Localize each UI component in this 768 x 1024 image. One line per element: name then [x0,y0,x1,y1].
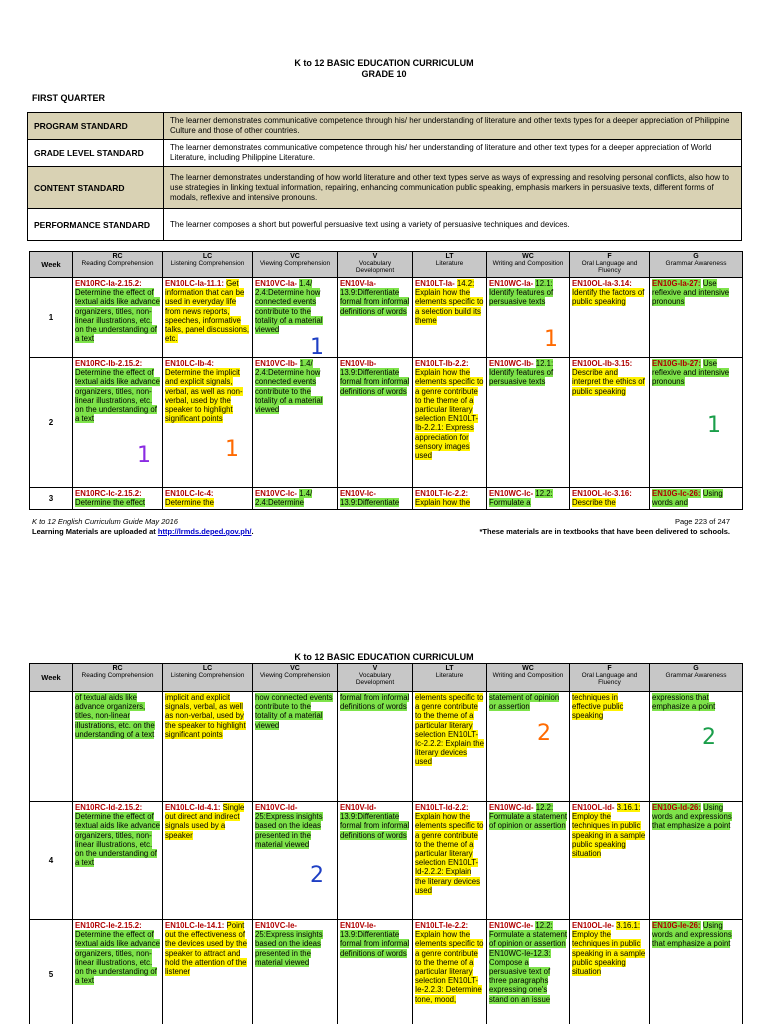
competency-code: EN10LC-Ia-11.1: [165,279,224,288]
competency-text: Determine the effect [75,498,146,508]
column-code: RC [112,665,123,672]
competency-cell [413,920,487,1024]
column-name: Literature [435,672,464,679]
curriculum-title-repeat: K to 12 BASIC EDUCATION CURRICULUM [294,652,474,662]
competency-cell [253,802,338,920]
competency-text: Determine the implicit and explicit signals, verbal, as well as non-verbal, used by the speaker to highlight significant points [165,368,243,424]
column-code: VC [290,665,300,672]
competency-cell [570,920,650,1024]
column-header-vc [253,252,338,278]
competency-cell [413,802,487,920]
week-number [30,692,73,802]
competency-cell [487,920,570,1024]
competency-text: Explain how the elements specific to a genre contribute to the theme of a particular literary selection EN10LT-Ib-2.2.1: Express appreciation for sensory images used [415,368,484,461]
column-header-rc [73,252,163,278]
column-name: Oral Language and Fluency [581,260,638,274]
column-name: Viewing Comprehension [259,672,331,679]
competency-code: EN10G-Ie-26: [652,921,701,930]
competency-cell [650,920,743,1024]
competency-cell [73,802,163,920]
page-number: Page 223 of 247 [674,517,730,526]
competency-text: 25:Express insights based on the ideas presented in the material viewed [255,930,323,967]
column-code: LC [202,665,213,672]
competency-text: 1.4/ 2.4:Determine how connected events contribute to the totality of a material viewed [255,279,323,335]
competency-cell [73,920,163,1024]
competency-text: how connected events contribute to the totality of a material viewed [255,693,333,730]
column-name: Grammar Awareness [665,672,727,679]
column-header-lt [413,252,487,278]
handwritten-mark: 2 [310,863,324,888]
column-code: VC [290,253,300,260]
competency-cell [163,488,253,510]
competency-cell [253,920,338,1024]
competency-cell [163,358,253,488]
footer-right [479,517,730,537]
competency-code: EN10V-Ia- [340,279,376,288]
curriculum-table-page-2 [29,663,743,1024]
competency-text: 1.4/ 2.4:Determine how connected events contribute to the totality of a material viewed [255,359,323,415]
handwritten-mark: 1 [225,437,239,462]
competency-cell [253,692,338,802]
competency-text: Explain how the elements specific to a genre contribute to the theme of a particular literary selection EN10LT-Id-2.2.2: Explain the literary devices used [415,812,484,895]
competency-text: Use reflexive and intensive pronouns [652,279,730,307]
competency-text: Determine the effect of textual aids like advance organizers, titles, non-linear illustrations, etc. on the understanding of a text [75,812,160,868]
competency-text: 12.1: Identify features of persuasive texts [489,359,554,387]
competency-text: 12.2: Formulate a [489,489,553,508]
standard-row [28,140,742,167]
competency-text: of textual aids like advance organizers, titles, non-linear illustrations, etc. on the understanding of a text [75,693,155,739]
competency-code: EN10WC-Ib- [489,359,534,368]
competency-text: statement of opinion or assertion [489,693,560,712]
column-header-g [650,664,743,692]
competency-cell [163,278,253,358]
doc-title [0,58,768,80]
column-code: G [693,665,699,672]
competency-cell [413,358,487,488]
competency-code: EN10LT-Ia- [415,279,455,288]
competency-code: EN10LT-Id-2.2: [415,803,469,812]
competency-cell [650,358,743,488]
competency-cell [487,692,570,802]
competency-code: EN10RC-Ic-2.15.2: [75,489,142,498]
competency-text: Using words and [652,489,723,508]
competency-cell [163,802,253,920]
competency-text: elements specific to a genre contribute to the theme of a particular literary selection EN10LT-Ic-2.2.2: Explain the literary devices used [415,693,484,767]
handwritten-mark: 1 [544,327,558,352]
column-header-rc [73,664,163,692]
competency-code: EN10WC-Ic- [489,489,534,498]
table-header-row [30,664,743,692]
competency-code: EN10G-Ic-26: [652,489,701,498]
competency-cell [413,692,487,802]
competency-code: EN10LT-Ic-2.2: [415,489,469,498]
competency-code: EN10RC-Ia-2.15.2: [75,279,142,288]
quarter-label: FIRST QUARTER [32,93,105,103]
column-name: Writing and Composition [492,672,564,679]
competency-code: EN10RC-Id-2.15.2: [75,803,143,812]
table-row [30,920,743,1024]
competency-cell [487,802,570,920]
competency-code: EN10V-Id- [340,803,377,812]
handwritten-mark: 1 [137,443,151,468]
handwritten-mark: 1 [310,335,324,358]
standard-text: The learner composes a short but powerful persuasive text using a variety of persuasive techniques and devices. [164,209,742,241]
competency-cell [487,358,570,488]
competency-cell [338,802,413,920]
competency-code: EN10VC-Ib- [255,359,298,368]
column-code: V [372,665,378,672]
competency-code: EN10WC-Ie- [489,921,534,930]
column-name: Listening Comprehension [170,672,245,679]
competency-text: implicit and explicit signals, verbal, as well as non-verbal, used by the speaker to highlight significant points [165,693,246,739]
competency-text: Describe and interpret the ethics of public speaking [572,368,645,396]
competency-text: Describe the [572,498,616,508]
week-number: 2 [30,358,73,488]
column-code: RC [112,253,123,260]
competency-cell [163,920,253,1024]
competency-cell [338,358,413,488]
competency-cell [487,278,570,358]
table-row [30,802,743,920]
competency-text: 12.2: Formulate a statement of opinion or assertion EN10WC-Ie-12.3: Compose a persuasive text of three paragraphs expressing one's stand on an issue [489,921,568,1004]
competency-code: EN10G-Ib-27: [652,359,701,368]
column-code: V [372,253,378,260]
standard-text: The learner demonstrates communicative competence through his/ her understanding of literature and other text types for a deeper appreciation of World Literature, including Philippine Literature. [164,140,742,167]
competency-cell [73,278,163,358]
column-header-v [338,252,413,278]
competency-code: EN10G-Ia-27: [652,279,701,288]
curriculum-table-page-1 [29,251,743,510]
column-code: WC [522,253,534,260]
column-name: Writing and Composition [492,260,564,267]
curriculum-title: K to 12 BASIC EDUCATION CURRICULUM [294,58,474,68]
column-name: Listening Comprehension [170,260,245,267]
competency-code: EN10LC-Ie-14.1: [165,921,225,930]
competency-cell [650,692,743,802]
competency-text: techniques in effective public speaking [572,693,624,721]
competency-code: EN10LC-Ib-4: [165,359,214,368]
page-2 [0,545,768,1024]
column-name: Literature [435,260,464,267]
competency-cell [570,692,650,802]
competency-cell [487,488,570,510]
column-code: WC [522,665,534,672]
competency-code: EN10OL-Ic-3.16: [572,489,632,498]
competency-text: 13.9:Differentiate formal from informal definitions of words [340,930,410,958]
standard-label: GRADE LEVEL STANDARD [28,140,164,167]
week-number: 4 [30,802,73,920]
column-name: Reading Comprehension [81,260,154,267]
competency-text: 13.9:Differentiate formal from informal definitions of words [340,368,410,396]
handwritten-mark: 2 [537,721,551,746]
competency-text: Using words and expressions that emphasize a point [652,803,732,831]
competency-code: EN10VC-Ic- [255,489,298,498]
competency-code: EN10VC-Ia- [255,279,298,288]
column-name: Reading Comprehension [81,672,154,679]
column-name: Grammar Awareness [665,260,727,267]
standard-row [28,167,742,209]
standards-table [27,112,742,241]
standard-label: PROGRAM STANDARD [28,113,164,140]
standard-label: PERFORMANCE STANDARD [28,209,164,241]
competency-cell [570,278,650,358]
competency-text: Identify the factors of public speaking [572,288,645,307]
materials-prefix: Learning Materials are uploaded at [32,527,158,536]
competency-text: 25:Express insights based on the ideas presented in the material viewed [255,812,323,849]
column-code: LT [445,665,454,672]
competency-code: EN10V-Ie- [340,921,376,930]
column-name: Viewing Comprehension [259,260,331,267]
competency-code: EN10LT-Ib-2.2: [415,359,469,368]
competency-code: EN10WC-Id- [489,803,534,812]
competency-code: EN10OL-Ia-3.14: [572,279,632,288]
competency-text: Determine the effect of textual aids like advance organizers, titles, non-linear illustrations, etc. on the understanding of a text [75,930,160,986]
competency-cell [338,920,413,1024]
table-row [30,278,743,358]
competency-cell [413,278,487,358]
competency-cell [253,488,338,510]
column-code: F [607,253,612,260]
guide-label: K to 12 English Curriculum Guide May 2016 [32,517,178,526]
table-row [30,358,743,488]
competency-cell [650,278,743,358]
competency-cell [338,278,413,358]
competency-cell [163,692,253,802]
standard-text: The learner demonstrates understanding of how world literature and other text types serve as ways of expressing and resolving personal conflicts, also how to use strategies in linking textual information, repairing, enhancing communication public speaking, emphasis markers in persuasive texts, different forms of modals, reflexive and intensive pronouns. [164,167,742,209]
column-code: F [607,665,612,672]
competency-cell [413,488,487,510]
lrmds-link[interactable]: http://lrmds.deped.gov.ph/ [157,527,252,536]
competency-text: Single out direct and indirect signals used by a speaker [165,803,245,840]
competency-cell [338,488,413,510]
competency-text: Using words and expressions that emphasize a point [652,921,732,949]
competency-code: EN10LT-Ie-2.2: [415,921,469,930]
standard-text: The learner demonstrates communicative competence through his/ her understanding of literature and other texts types for a deeper appreciation of Philippine Culture and those of other countries. [164,113,742,140]
competency-text: 3.16.1: Employ the techniques in public speaking in a sample public speaking situation [572,803,646,859]
competency-text: Explain how the [415,498,471,508]
competency-code: EN10LC-Id-4.1: [165,803,221,812]
competency-text: 14.2: Explain how the elements specific to a selection build its theme [415,279,484,325]
competency-cell [650,802,743,920]
competency-code: EN10OL-Id- [572,803,615,812]
competency-text: Determine the [165,498,214,508]
competency-text: Explain how the elements specific to a genre contribute to the theme of a particular literary selection EN10LT-Ie-2.2.3: Determine tone, mood, [415,930,484,1004]
table-row [30,692,743,802]
standard-row [28,209,742,241]
competency-text: 13.9:Differentiate [340,498,400,508]
competency-cell [253,278,338,358]
column-header-week: Week [30,664,73,692]
competency-text: 3.16.1: Employ the techniques in public speaking in a sample public speaking situation [572,921,646,977]
column-header-f [570,664,650,692]
competency-text: Determine the effect of textual aids like advance organizers, titles, non-linear illustrations, etc. on the understanding of a text [75,288,160,344]
competency-text: formal from informal definitions of words [340,693,410,712]
column-header-wc [487,664,570,692]
competency-text: 13.9:Differentiate formal from informal definitions of words [340,812,410,840]
competency-cell [253,358,338,488]
standard-row [28,113,742,140]
competency-cell [73,358,163,488]
handwritten-mark: 2 [702,725,716,750]
week-number: 1 [30,278,73,358]
materials-suffix: . [251,527,254,536]
competency-text: expressions that emphasize a point [652,693,716,712]
column-name: Vocabulary Development [355,260,395,274]
column-name: Oral Language and Fluency [581,672,638,686]
competency-text: Point out the effectiveness of the devices used by the speaker to attract and hold the attention of the listener [165,921,247,977]
column-code: LC [202,253,213,260]
competency-text: 12.2: Formulate a statement of opinion or assertion [489,803,568,831]
column-code: LT [445,253,454,260]
column-code: G [693,253,699,260]
column-header-v [338,664,413,692]
week-number: 3 [30,488,73,510]
column-header-g [650,252,743,278]
table-header-row [30,252,743,278]
competency-code: EN10VC-Ie- [255,921,298,930]
materials-note: *These materials are in textbooks that have been delivered to schools. [479,527,730,536]
column-header-vc [253,664,338,692]
column-header-week: Week [30,252,73,278]
competency-cell [73,692,163,802]
column-header-wc [487,252,570,278]
competency-code: EN10RC-Ie-2.15.2: [75,921,142,930]
competency-code: EN10V-Ic- [340,489,376,498]
competency-code: EN10WC-Ia- [489,279,534,288]
competency-text: 1.4/ 2.4:Determine [255,489,313,508]
competency-code: EN10OL-Ib-3.15: [572,359,633,368]
week-number: 5 [30,920,73,1024]
competency-code: EN10V-Ib- [340,359,377,368]
competency-text: 12.1: Identify features of persuasive texts [489,279,554,307]
competency-cell [570,488,650,510]
competency-code: EN10LC-Ic-4: [165,489,214,498]
competency-cell [570,358,650,488]
column-header-f [570,252,650,278]
competency-text: Use reflexive and intensive pronouns [652,359,730,387]
footer-left [32,517,254,537]
competency-cell [650,488,743,510]
column-header-lc [163,664,253,692]
table-row [30,488,743,510]
competency-code: EN10OL-Ie- [572,921,615,930]
competency-code: EN10VC-Id- [255,803,298,812]
standard-label: CONTENT STANDARD [28,167,164,209]
competency-code: EN10RC-Ib-2.15.2: [75,359,143,368]
competency-cell [570,802,650,920]
column-header-lc [163,252,253,278]
column-header-lt [413,664,487,692]
handwritten-mark: 1 [707,413,721,438]
competency-text: Determine the effect of textual aids like advance organizers, titles, non-linear illustrations, etc. on the understanding of a text [75,368,160,424]
column-name: Vocabulary Development [355,672,395,686]
competency-code: EN10G-Id-26: [652,803,701,812]
grade-title: GRADE 10 [361,69,407,79]
competency-text: Get information that can be used in everyday life from news reports, speeches, informative talks, panel discussions, etc. [165,279,250,344]
competency-cell [338,692,413,802]
competency-cell [73,488,163,510]
competency-text: 13.9:Differentiate formal from informal definitions of words [340,288,410,316]
